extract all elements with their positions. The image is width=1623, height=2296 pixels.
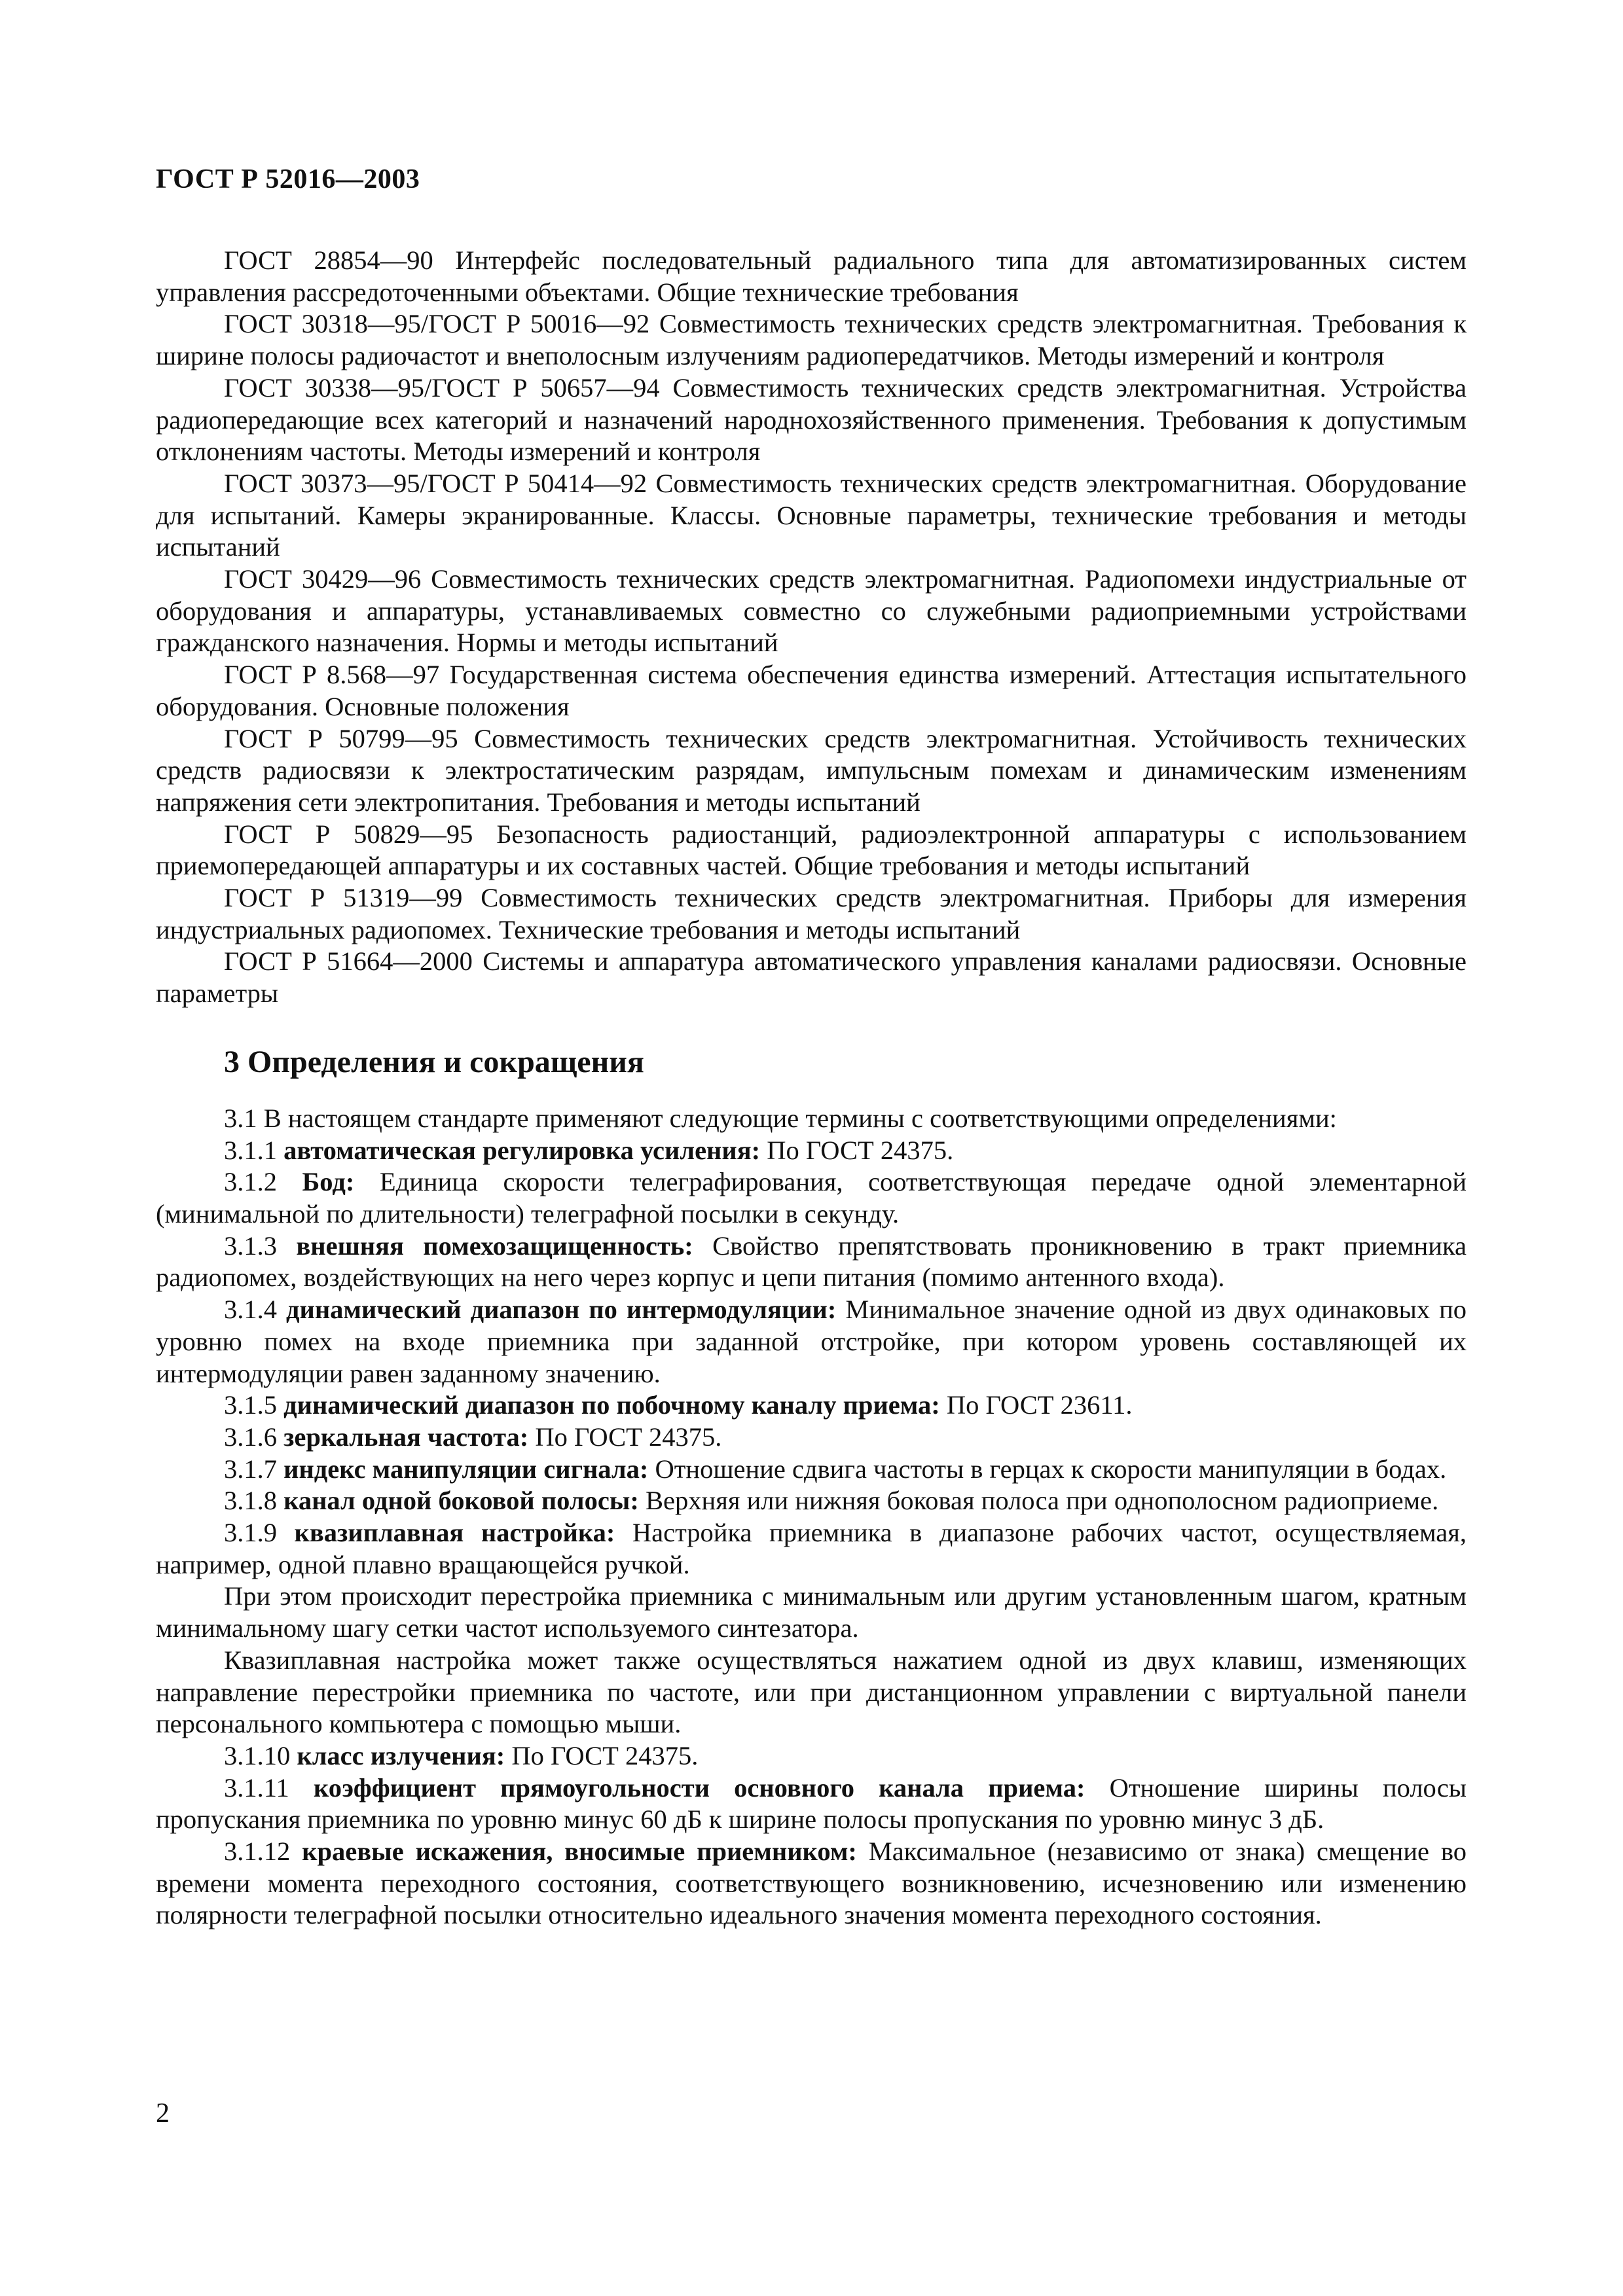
definition-term: внешняя помехозащищенность: (296, 1230, 693, 1261)
reference-entry: ГОСТ Р 50799—95 Совместимость технических средств электромагнитная. Устойчивость технических средств радиосвязи к электростатическим разрядам, импульсным помехам и динамическим изменениям напряжения сети электропитания. Требования и методы испытаний (156, 723, 1467, 817)
definition-item (156, 1836, 1467, 1931)
definition-item (156, 1485, 1467, 1517)
reference-entry: ГОСТ 30429—96 Совместимость технических средств электромагнитная. Радиопомехи индустриальные от оборудования и аппаратуры, устанавливаемых совместно со служебными радиоприемными устройствами гражданского назначения. Нормы и методы испытаний (156, 564, 1467, 658)
definition-term: канал одной боковой полосы: (283, 1486, 639, 1516)
definition-text: Максимальное (независимо от знака) смещение во времени момента переходного состояния, соответствующего возникновению, исчезновению или изменению полярности телеграфной посылки относительно идеального значения момента переходного состояния. (156, 1837, 1467, 1930)
definition-text: По ГОСТ 23611. (946, 1390, 1133, 1420)
definition-term: индекс манипуляции сигнала: (283, 1454, 649, 1484)
page-number: 2 (156, 2098, 170, 2128)
reference-entry: ГОСТ 30373—95/ГОСТ Р 50414—92 Совместимость технических средств электромагнитная. Оборудование для испытаний. Камеры экранированные. Классы. Основные параметры, технические требования и методы испытаний (156, 468, 1467, 562)
definition-number: 3.1.6 (224, 1422, 277, 1452)
definition-item (156, 1294, 1467, 1390)
document-code-header: ГОСТ Р 52016—2003 (156, 164, 420, 194)
definition-note: Квазиплавная настройка может также осуществляться нажатием одной из двух клавиш, изменяющих направление перестройки приемника по частоте, или при дистанционном управлении с виртуальной панели персонального компьютера с помощью мыши. (156, 1645, 1467, 1739)
definition-item (156, 1135, 1467, 1167)
reference-entry: ГОСТ Р 50829—95 Безопасность радиостанций, радиоэлектронной аппаратуры с использованием приемопередающей аппаратуры и их составных частей. Общие требования и методы испытаний (156, 819, 1467, 881)
definition-item (156, 1454, 1467, 1486)
definition-item (156, 1517, 1467, 1581)
reference-entry: ГОСТ Р 51319—99 Совместимость технических средств электромагнитная. Приборы для измерения индустриальных радиопомех. Технические требования и методы испытаний (156, 883, 1467, 944)
reference-entry: ГОСТ Р 8.568—97 Государственная система обеспечения единства измерений. Аттестация испытательного оборудования. Основные положения (156, 660, 1467, 721)
definition-text: Единица скорости телеграфирования, соответствующая передаче одной элементарной (минимальной по длительности) телеграфной посылки в секунду. (156, 1167, 1467, 1229)
definition-text: Минимальное значение одной из двух одинаковых по уровню помех на входе приемника при заданной отстройке, при котором уровень составляющей их интермодуляции равен заданному значению. (156, 1295, 1467, 1388)
definition-item (156, 1166, 1467, 1230)
definitions-list (156, 1135, 1467, 1932)
definition-term: квазиплавная настройка: (294, 1518, 615, 1548)
definition-item (156, 1230, 1467, 1294)
definition-number: 3.1.4 (224, 1295, 277, 1325)
definition-text: Свойство препятствовать проникновению в тракт приемника радиопомех, воздействующих на него через корпус и цепи питания (помимо антенного входа). (156, 1230, 1467, 1293)
definition-text: Настройка приемника в диапазоне рабочих частот, осуществляемая, например, одной плавно вращающейся ручкой. (156, 1518, 1467, 1579)
definition-item (156, 1772, 1467, 1836)
normative-references-list (156, 245, 1467, 1010)
definition-number: 3.1.1 (224, 1135, 277, 1165)
definition-text: Отношение ширины полосы пропускания приемника по уровню минус 60 дБ к ширине полосы пропускания по уровню минус 3 дБ. (156, 1772, 1467, 1835)
definition-number: 3.1.9 (224, 1518, 277, 1548)
section-intro: 3.1 В настоящем стандарте применяют следующие термины с соответствующими определениями: (224, 1103, 1337, 1133)
definition-item (156, 1740, 1467, 1772)
reference-entry: ГОСТ 30318—95/ГОСТ Р 50016—92 Совместимость технических средств электромагнитная. Требования к ширине полосы радиочастот и внеполосным излучениям радиопередатчиков. Методы измерений и контроля (156, 309, 1467, 371)
definition-number: 3.1.8 (224, 1486, 277, 1516)
definition-number: 3.1.7 (224, 1454, 277, 1484)
reference-entry: ГОСТ 28854—90 Интерфейс последовательный радиального типа для автоматизированных систем управления рассредоточенными объектами. Общие технические требования (156, 245, 1467, 307)
definition-text: По ГОСТ 24375. (511, 1740, 699, 1770)
definition-item (156, 1422, 1467, 1454)
definition-text: По ГОСТ 24375. (535, 1422, 722, 1452)
reference-entry: ГОСТ Р 51664—2000 Системы и аппаратура автоматического управления каналами радиосвязи. Основные параметры (156, 946, 1467, 1009)
definition-item (156, 1390, 1467, 1422)
definition-number: 3.1.2 (224, 1167, 277, 1197)
definition-text: Верхняя или нижняя боковая полоса при однополосном радиоприеме. (646, 1486, 1439, 1516)
definition-term: коэффициент прямоугольности основного канала приема: (313, 1772, 1085, 1803)
definition-term: зеркальная частота: (283, 1422, 529, 1452)
definition-number: 3.1.10 (224, 1740, 291, 1770)
page-content (156, 245, 1467, 1931)
definition-number: 3.1.3 (224, 1230, 277, 1261)
definition-note: При этом происходит перестройка приемника с минимальным или другим установленным шагом, кратным минимальному шагу сетки частот используемого синтезатора. (156, 1581, 1467, 1643)
definition-term: краевые искажения, вносимые приемником: (302, 1837, 857, 1867)
definition-number: 3.1.5 (224, 1390, 277, 1420)
definition-term: класс излучения: (297, 1740, 505, 1770)
definition-term: динамический диапазон по интермодуляции: (286, 1295, 837, 1325)
definition-term: Бод: (302, 1167, 355, 1197)
definition-number: 3.1.11 (224, 1772, 289, 1803)
definition-term: автоматическая регулировка усиления: (283, 1135, 761, 1165)
definition-text: Отношение сдвига частоты в герцах к скорости манипуляции в бодах. (655, 1454, 1447, 1484)
section-heading: 3 Определения и сокращения (224, 1044, 644, 1079)
definition-term: динамический диапазон по побочному каналу приема: (283, 1390, 940, 1420)
definition-number: 3.1.12 (224, 1837, 291, 1867)
definition-text: По ГОСТ 24375. (767, 1135, 954, 1165)
reference-entry: ГОСТ 30338—95/ГОСТ Р 50657—94 Совместимость технических средств электромагнитная. Устройства радиопередающие всех категорий и назначений народнохозяйственного применения. Требования к допустимым отклонениям частоты. Методы измерений и контроля (156, 372, 1467, 467)
